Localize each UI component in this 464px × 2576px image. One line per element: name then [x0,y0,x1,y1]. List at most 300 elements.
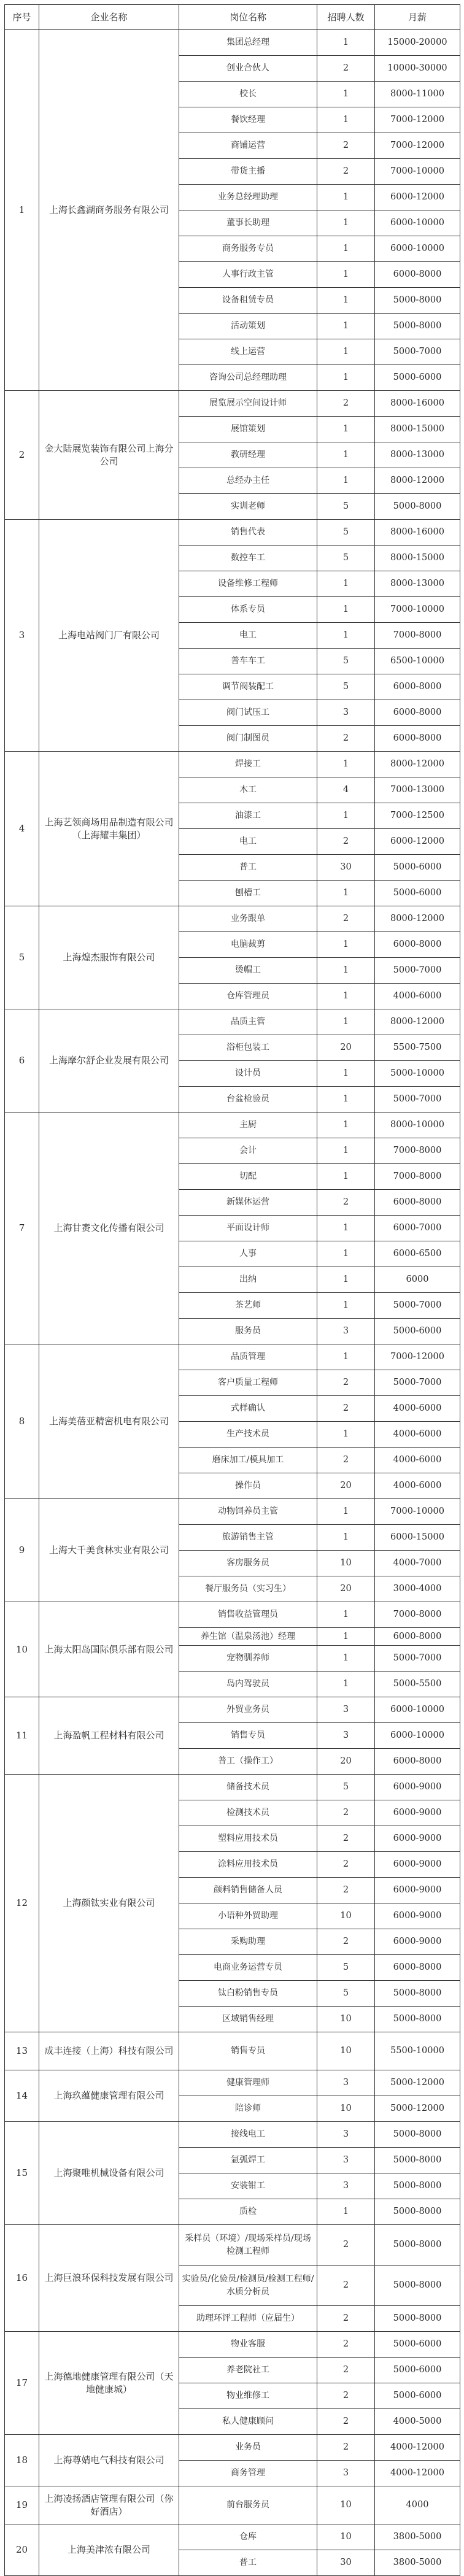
job-count: 3 [317,2070,375,2096]
company-seq: 18 [5,2435,39,2486]
company-name: 上海煌杰服饰有限公司 [39,906,179,1009]
job-position: 区域销售经理 [179,2007,317,2032]
job-count: 3 [317,2148,375,2173]
job-salary: 5000-8000 [375,2199,460,2225]
job-count: 2 [317,1396,375,1422]
job-position: 物业维修工 [179,2383,317,2409]
job-count: 2 [317,1370,375,1396]
job-position: 人事行政主管 [179,262,317,288]
company-name: 金大陆展览装饰有限公司上海分公司 [39,391,179,520]
header-company: 企业名称 [39,5,179,30]
job-salary: 7000-12000 [375,1344,460,1370]
job-position: 会计 [179,1138,317,1164]
table-row [5,2122,460,2148]
job-salary: 5000-12000 [375,2070,460,2096]
job-count: 1 [317,1628,375,1646]
job-count: 20 [317,1749,375,1775]
table-row [5,2070,460,2096]
job-salary: 7000-8000 [375,623,460,649]
job-salary: 8000-13000 [375,442,460,468]
job-salary: 5000-6000 [375,2383,460,2409]
job-count: 2 [317,1929,375,1955]
job-position: 出纳 [179,1267,317,1293]
job-salary: 6000-7000 [375,1216,460,1241]
job-position: 带货主播 [179,159,317,185]
job-position: 生产技术员 [179,1422,317,1448]
job-count: 1 [317,185,375,210]
job-count: 5 [317,649,375,674]
job-salary: 8000-15000 [375,546,460,571]
job-count: 1 [317,365,375,391]
job-salary: 6500-10000 [375,649,460,674]
company-seq: 11 [5,1697,39,1775]
job-position: 阀门制图员 [179,726,317,752]
job-salary: 8000-12000 [375,1009,460,1035]
company-name: 上海美蓓亚精密机电有限公司 [39,1344,179,1499]
job-position: 普车车工 [179,649,317,674]
job-count: 1 [317,984,375,1009]
job-count: 5 [317,1981,375,2007]
job-salary: 6000-9000 [375,1852,460,1878]
job-count: 1 [317,1267,375,1293]
job-count: 5 [317,494,375,520]
job-position: 销售专员 [179,1723,317,1749]
company-name: 上海颜钛实业有限公司 [39,1775,179,2032]
job-count: 1 [317,262,375,288]
job-salary: 6000-9000 [375,1826,460,1852]
job-count: 20 [317,1035,375,1061]
job-position: 商务管理 [179,2461,317,2486]
job-count: 2 [317,1800,375,1826]
job-position: 台盆检验员 [179,1087,317,1113]
job-position: 品质管理 [179,1344,317,1370]
company-name: 上海玖蕴健康管理有限公司 [39,2070,179,2122]
job-count: 1 [317,107,375,133]
company-seq: 12 [5,1775,39,2032]
job-position: 教研经理 [179,442,317,468]
job-salary: 5000-12000 [375,2096,460,2122]
job-position: 钛白粉销售专员 [179,1981,317,2007]
company-seq: 14 [5,2070,39,2122]
job-count: 1 [317,1602,375,1628]
company-seq: 3 [5,520,39,752]
table-row [5,2032,460,2070]
job-position: 小语种外贸助理 [179,1903,317,1929]
job-salary: 5000-5500 [375,1672,460,1697]
job-count: 10 [317,1903,375,1929]
job-salary: 4000-12000 [375,2461,460,2486]
job-position: 设备维修工程师 [179,571,317,597]
job-count: 3 [317,1697,375,1723]
job-salary: 6000-8000 [375,1190,460,1216]
company-name: 上海巨浪环保科技发展有限公司 [39,2225,179,2332]
job-position: 商铺运营 [179,133,317,159]
job-salary: 10000-30000 [375,56,460,82]
job-position: 展馆策划 [179,417,317,442]
header-row [5,5,460,30]
job-position: 塑料应用技术员 [179,1826,317,1852]
job-salary: 4000-6000 [375,1448,460,1473]
table-row [5,391,460,417]
job-salary: 3800-5000 [375,2550,460,2576]
job-position: 调节阀装配工 [179,674,317,700]
job-count: 2 [317,2435,375,2461]
job-count: 2 [317,56,375,82]
job-count: 10 [317,2524,375,2550]
job-position: 式样确认 [179,1396,317,1422]
job-count: 1 [317,623,375,649]
job-count: 1 [317,1293,375,1319]
job-salary: 4000-6000 [375,984,460,1009]
job-count: 2 [317,2358,375,2383]
company-name: 上海太阳岛国际俱乐部有限公司 [39,1602,179,1697]
job-count: 1 [317,2199,375,2225]
job-count: 1 [317,1241,375,1267]
job-count: 4 [317,777,375,803]
job-count: 30 [317,2550,375,2576]
job-salary: 7000-10000 [375,1499,460,1525]
job-count: 1 [317,1009,375,1035]
job-salary: 6000-6500 [375,1241,460,1267]
job-position: 动物饲养员主管 [179,1499,317,1525]
job-salary: 6000-10000 [375,210,460,236]
job-salary: 6000-8000 [375,1628,460,1646]
job-salary: 6000-8000 [375,674,460,700]
job-count: 5 [317,674,375,700]
job-count: 2 [317,159,375,185]
job-count: 2 [317,391,375,417]
job-position: 健康管理师 [179,2070,317,2096]
job-salary: 15000-20000 [375,30,460,56]
job-salary: 6000-8000 [375,932,460,958]
job-position: 茶艺师 [179,1293,317,1319]
job-position: 养生馆（温泉汤池）经理 [179,1628,317,1646]
table-row [5,2225,460,2266]
job-count: 10 [317,2486,375,2524]
job-salary: 4000-6000 [375,1396,460,1422]
job-salary: 6000-12000 [375,185,460,210]
job-position: 旅游销售主管 [179,1525,317,1551]
job-count: 2 [317,1878,375,1903]
job-count: 2 [317,2225,375,2266]
job-count: 3 [317,2122,375,2148]
job-count: 30 [317,855,375,881]
company-name: 成丰连接（上海）科技有限公司 [39,2032,179,2070]
job-position: 质检 [179,2199,317,2225]
job-salary: 7000-10000 [375,597,460,623]
job-position: 仓库管理员 [179,984,317,1009]
job-position: 油漆工 [179,803,317,829]
company-seq: 10 [5,1602,39,1697]
job-salary: 5500-7500 [375,1035,460,1061]
job-count: 2 [317,133,375,159]
job-salary: 5000-6000 [375,855,460,881]
job-salary: 5000-6000 [375,365,460,391]
job-salary: 8000-13000 [375,571,460,597]
job-salary: 4000 [375,2486,460,2524]
job-position: 储备技术员 [179,1775,317,1800]
job-count: 2 [317,2306,375,2332]
company-seq: 16 [5,2225,39,2332]
job-salary: 6000-8000 [375,726,460,752]
job-position: 校长 [179,82,317,107]
table-row [5,906,460,932]
job-position: 采购助理 [179,1929,317,1955]
job-count: 2 [317,2266,375,2306]
job-salary: 6000-9000 [375,1903,460,1929]
job-salary: 5500-10000 [375,2032,460,2070]
job-salary: 5000-6000 [375,881,460,906]
job-count: 1 [317,210,375,236]
header-position: 岗位名称 [179,5,317,30]
job-position: 普工（操作工） [179,1749,317,1775]
job-salary: 7000-8000 [375,1164,460,1190]
company-name: 上海美津浓有限公司 [39,2524,179,2576]
company-seq: 8 [5,1344,39,1499]
job-count: 1 [317,1138,375,1164]
job-position: 设备租赁专员 [179,288,317,314]
job-count: 1 [317,1422,375,1448]
job-count: 5 [317,546,375,571]
company-seq: 17 [5,2332,39,2435]
job-count: 1 [317,932,375,958]
job-salary: 5000-8000 [375,2122,460,2148]
job-salary: 5000-6000 [375,1319,460,1344]
job-salary: 5000-6000 [375,2332,460,2358]
job-count: 5 [317,1955,375,1981]
job-salary: 6000-9000 [375,1929,460,1955]
job-salary: 4000-12000 [375,2435,460,2461]
job-salary: 7000-13000 [375,777,460,803]
job-salary: 5000-8000 [375,2306,460,2332]
job-salary: 4000-6000 [375,1422,460,1448]
job-count: 1 [317,1061,375,1087]
company-seq: 4 [5,752,39,906]
job-position: 业务总经理助理 [179,185,317,210]
job-salary: 6000-10000 [375,1697,460,1723]
table-row [5,2524,460,2550]
job-count: 20 [317,1576,375,1602]
job-position: 餐厅服务员（实习生） [179,1576,317,1602]
company-seq: 9 [5,1499,39,1602]
header-salary: 月薪 [375,5,460,30]
job-position: 宠物驯养师 [179,1646,317,1672]
job-salary: 5000-7000 [375,1646,460,1672]
job-position: 创业合伙人 [179,56,317,82]
job-salary: 5000-8000 [375,2148,460,2173]
job-position: 焊接工 [179,752,317,777]
job-count: 1 [317,339,375,365]
job-position: 餐饮经理 [179,107,317,133]
job-salary: 6000 [375,1267,460,1293]
job-salary: 5000-8000 [375,2225,460,2266]
job-position: 颜料销售储备人员 [179,1878,317,1903]
job-salary: 5000-8000 [375,2266,460,2306]
job-count: 1 [317,1087,375,1113]
job-position: 物业客服 [179,2332,317,2358]
company-seq: 5 [5,906,39,1009]
job-position: 检测技术员 [179,1800,317,1826]
job-position: 活动策划 [179,314,317,339]
job-salary: 5000-6000 [375,2358,460,2383]
job-count: 2 [317,726,375,752]
job-salary: 6000-10000 [375,236,460,262]
job-position: 刨槽工 [179,881,317,906]
job-position: 咨询公司总经理助理 [179,365,317,391]
job-salary: 4000-6000 [375,1473,460,1499]
company-seq: 13 [5,2032,39,2070]
job-salary: 6000-9000 [375,1800,460,1826]
job-position: 总经办主任 [179,468,317,494]
job-count: 1 [317,1164,375,1190]
job-salary: 6000-8000 [375,1955,460,1981]
job-position: 采样员（环境）/现场采样员/现场检测工程师 [179,2225,317,2266]
job-salary: 7000-8000 [375,1138,460,1164]
job-salary: 8000-12000 [375,752,460,777]
job-count: 1 [317,82,375,107]
job-position: 电工 [179,829,317,855]
job-position: 切配 [179,1164,317,1190]
job-count: 1 [317,442,375,468]
job-position: 客房服务员 [179,1551,317,1576]
job-count: 2 [317,2332,375,2358]
job-salary: 5000-8000 [375,494,460,520]
job-salary: 3800-5000 [375,2524,460,2550]
job-position: 业务跟单 [179,906,317,932]
job-position: 销售收益管理员 [179,1602,317,1628]
job-count: 1 [317,30,375,56]
job-position: 销售代表 [179,520,317,546]
table-row [5,520,460,546]
job-count: 2 [317,1852,375,1878]
job-salary: 8000-12000 [375,906,460,932]
job-position: 业务员 [179,2435,317,2461]
job-salary: 6000-9000 [375,1878,460,1903]
job-count: 1 [317,417,375,442]
table-row [5,752,460,777]
job-salary: 5000-8000 [375,2007,460,2032]
job-position: 客户质量工程师 [179,1370,317,1396]
job-position: 接线电工 [179,2122,317,2148]
job-count: 1 [317,958,375,984]
job-salary: 8000-11000 [375,82,460,107]
job-position: 前台服务员 [179,2486,317,2524]
job-count: 1 [317,881,375,906]
table-row [5,1602,460,1628]
job-position: 私人健康顾问 [179,2409,317,2435]
job-count: 1 [317,314,375,339]
job-salary: 5000-7000 [375,339,460,365]
job-position: 养老院社工 [179,2358,317,2383]
company-name: 上海凌扬酒店管理有限公司（你好酒店） [39,2486,179,2524]
job-position: 体系专员 [179,597,317,623]
job-position: 商务服务专员 [179,236,317,262]
job-position: 仓库 [179,2524,317,2550]
job-position: 阀门试压工 [179,700,317,726]
job-count: 1 [317,1113,375,1138]
job-position: 普工 [179,2550,317,2576]
table-row [5,1009,460,1035]
job-salary: 6000-8000 [375,1749,460,1775]
company-seq: 7 [5,1113,39,1344]
job-salary: 7000-8000 [375,1602,460,1628]
job-position: 服务员 [179,1319,317,1344]
job-salary: 5000-7000 [375,1293,460,1319]
job-salary: 5000-7000 [375,1370,460,1396]
job-position: 人事 [179,1241,317,1267]
job-position: 操作员 [179,1473,317,1499]
job-position: 设计员 [179,1061,317,1087]
company-name: 上海电站阀门厂有限公司 [39,520,179,752]
company-name: 上海德地健康管理有限公司（天地健康城） [39,2332,179,2435]
job-salary: 5000-8000 [375,314,460,339]
company-seq: 19 [5,2486,39,2524]
company-seq: 2 [5,391,39,520]
job-salary: 3000-4000 [375,1576,460,1602]
job-position: 电脑裁剪 [179,932,317,958]
table-row [5,1697,460,1723]
job-salary: 8000-16000 [375,520,460,546]
job-position: 普工 [179,855,317,881]
job-salary: 7000-12000 [375,133,460,159]
job-position: 磨床加工/模具加工 [179,1448,317,1473]
job-salary: 7000-10000 [375,159,460,185]
job-count: 20 [317,1473,375,1499]
job-position: 董事长助理 [179,210,317,236]
job-count: 3 [317,1723,375,1749]
job-salary: 4000-7000 [375,1551,460,1576]
job-count: 1 [317,571,375,597]
job-position: 陪诊师 [179,2096,317,2122]
job-salary: 4000-5000 [375,2409,460,2435]
job-count: 1 [317,288,375,314]
company-seq: 20 [5,2524,39,2576]
job-count: 2 [317,1190,375,1216]
company-name: 上海摩尔舒企业发展有限公司 [39,1009,179,1113]
job-salary: 7000-12500 [375,803,460,829]
job-position: 平面设计师 [179,1216,317,1241]
job-salary: 5000-8000 [375,1981,460,2007]
job-position: 涂料应用技术员 [179,1852,317,1878]
job-count: 5 [317,1775,375,1800]
job-count: 1 [317,597,375,623]
job-salary: 7000-12000 [375,107,460,133]
job-position: 集团总经理 [179,30,317,56]
job-count: 5 [317,520,375,546]
job-count: 3 [317,2461,375,2486]
company-name: 上海甘赉文化传播有限公司 [39,1113,179,1344]
job-count: 1 [317,1499,375,1525]
job-count: 2 [317,2383,375,2409]
table-row [5,2435,460,2461]
company-seq: 6 [5,1009,39,1113]
table-body [5,30,460,2576]
job-position: 浴柜包装工 [179,1035,317,1061]
job-position: 线上运营 [179,339,317,365]
job-count: 10 [317,1551,375,1576]
job-position: 主厨 [179,1113,317,1138]
company-name: 上海尊婧电气科技有限公司 [39,2435,179,2486]
job-count: 10 [317,2096,375,2122]
table-row [5,1344,460,1370]
job-salary: 6000-8000 [375,700,460,726]
table-row [5,2332,460,2358]
job-position: 助理环评工程师（应届生） [179,2306,317,2332]
job-count: 1 [317,1216,375,1241]
job-count: 2 [317,2409,375,2435]
job-position: 电工 [179,623,317,649]
job-count: 2 [317,1448,375,1473]
